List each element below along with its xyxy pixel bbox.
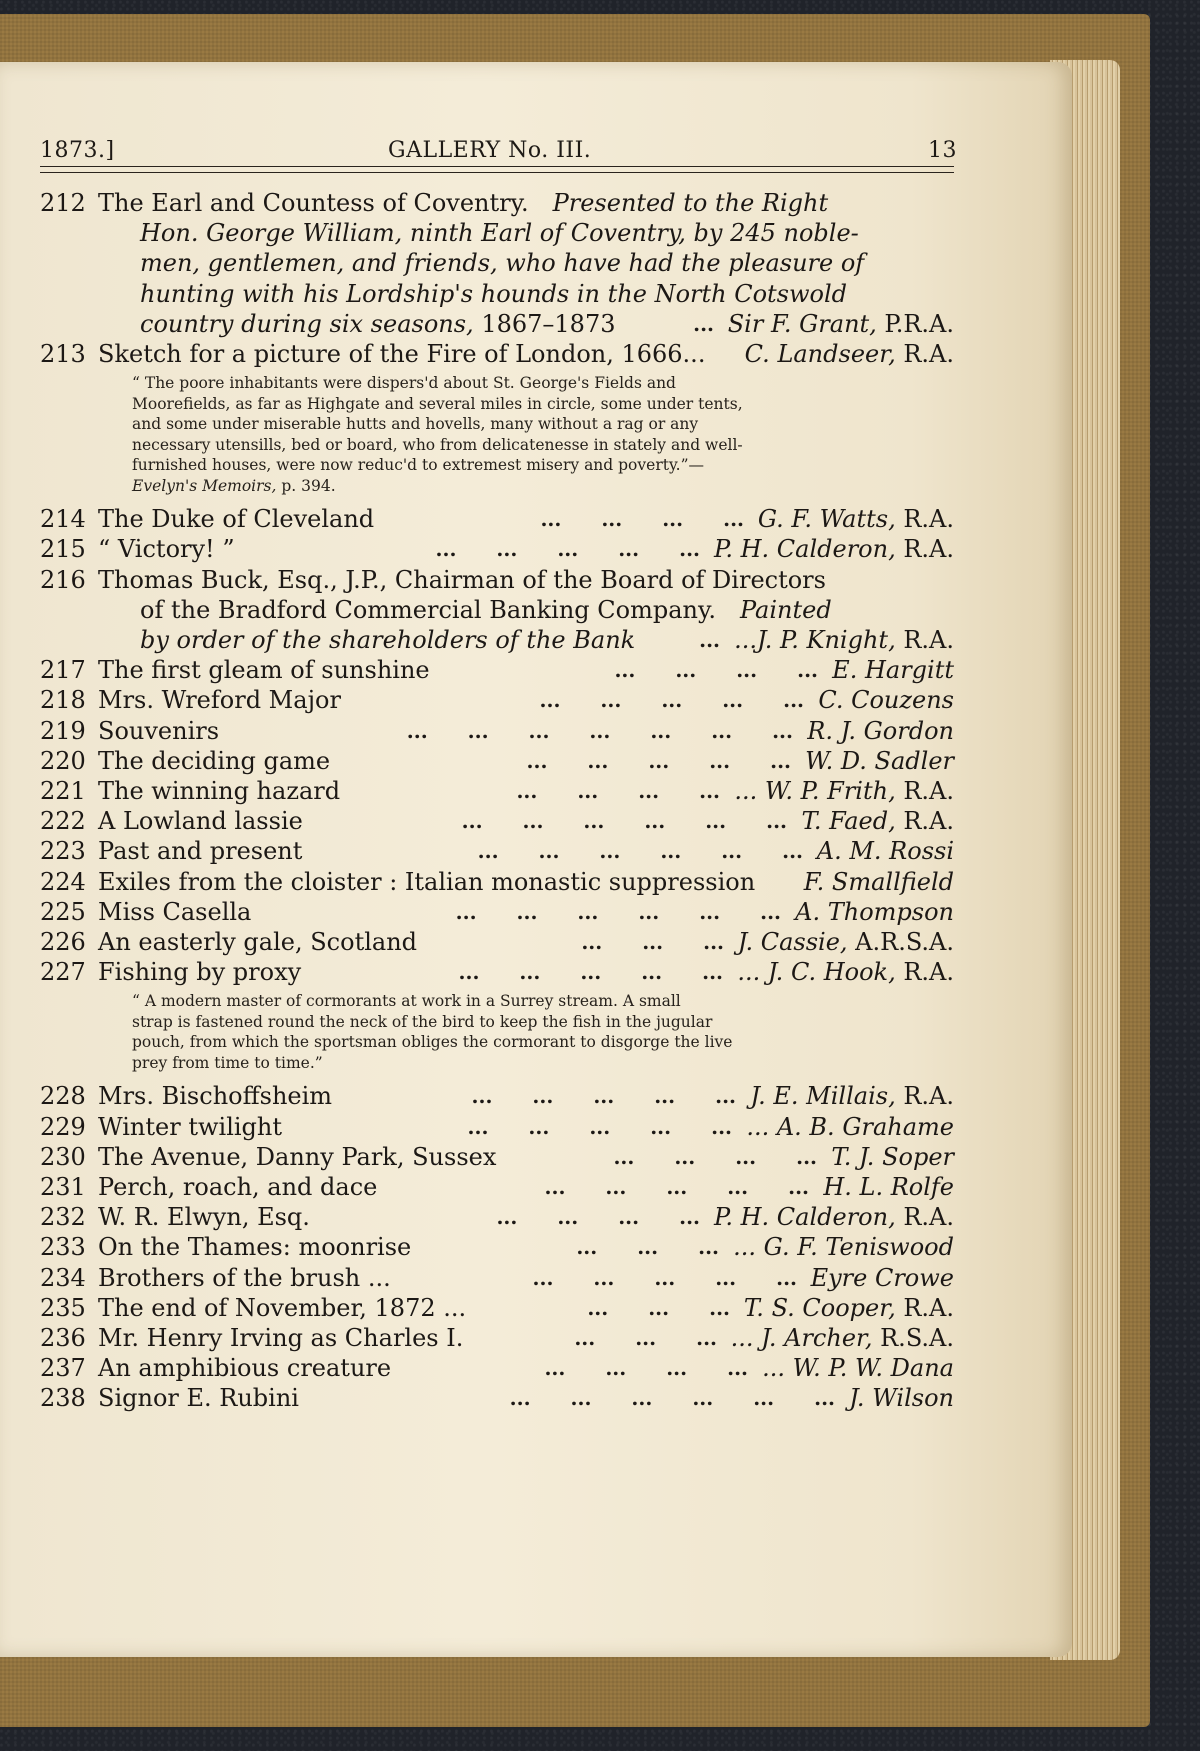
artist-name: H. L. Rolfe xyxy=(823,1173,954,1201)
entry-title: A Lowland lassie xyxy=(98,807,303,836)
leader-dots: ... ... ... ... ... ... ... xyxy=(406,718,793,743)
artist-name: Eyre Crowe xyxy=(810,1263,954,1292)
entry-number: 215 xyxy=(40,535,86,564)
artist-honour: A.R.S.A. xyxy=(847,928,954,956)
entry-number: 225 xyxy=(40,897,86,926)
artist-honour: R.A. xyxy=(895,1082,954,1111)
artist-name: F. Smallfield xyxy=(803,867,954,896)
entry-title: Sketch for a picture of the Fire of London, 1666... xyxy=(98,340,706,368)
quote-line: “ A modern master of cormorants at work in a Surrey stream. A small xyxy=(132,992,681,1011)
artist-credit xyxy=(762,1353,954,1383)
entry-number: 230 xyxy=(40,1142,86,1171)
epigraph-quote xyxy=(132,373,862,496)
entry-number: 218 xyxy=(40,686,86,715)
entry-title xyxy=(140,595,832,625)
entry-number: 226 xyxy=(40,928,86,956)
entry-title xyxy=(140,279,847,309)
artist-credit xyxy=(750,1081,954,1111)
catalogue-entry xyxy=(0,1232,1072,1262)
entry-title: The Avenue, Danny Park, Sussex xyxy=(98,1142,497,1171)
artist-honour: R.A. xyxy=(895,340,954,368)
leader-dots: ... ... ... ... ... xyxy=(532,1265,797,1290)
entry-number: 222 xyxy=(40,807,86,836)
title-italic: by order of the shareholders of the Bank xyxy=(140,626,636,654)
quote-line: pouch, from which the sportsman obliges the cormorant to disgorge the live xyxy=(132,1033,733,1052)
entry-number: 219 xyxy=(40,716,86,745)
artist-name: R. J. Gordon xyxy=(807,716,954,745)
entry-title: Winter twilight xyxy=(98,1112,283,1141)
artist-credit xyxy=(823,1172,954,1202)
catalogue-entry xyxy=(0,1323,1072,1353)
entry-title: Brothers of the brush ... xyxy=(98,1263,391,1292)
leader-dots: ... ... ... ... xyxy=(516,779,720,803)
artist-name: ... W. P. Frith, xyxy=(734,777,896,805)
artist-honour: R.S.A. xyxy=(872,1324,954,1352)
catalogue-entry xyxy=(0,1112,1072,1142)
entry-title: The end of November, 1872 ... xyxy=(98,1293,467,1322)
entry-title xyxy=(140,625,635,655)
artist-name: C. Couzens xyxy=(818,686,954,715)
catalogue-entry xyxy=(0,565,1072,595)
catalogue-entry xyxy=(0,1293,1072,1323)
entry-continuation xyxy=(0,625,1072,655)
quote-line: Moorefields, as far as Highgate and several miles in circle, some under tents, xyxy=(132,394,743,413)
catalogue-entry xyxy=(0,1142,1072,1172)
artist-name: J. Cassie, xyxy=(737,928,848,956)
catalogue-entry xyxy=(0,1383,1072,1413)
artist-credit xyxy=(746,1112,954,1142)
entry-number: 237 xyxy=(40,1354,86,1383)
entry-title: Souvenirs xyxy=(98,716,220,745)
artist-credit xyxy=(832,655,954,685)
book-page xyxy=(0,62,1072,1657)
catalogue-entry xyxy=(0,746,1072,776)
leader-dots: ... ... ... xyxy=(587,1295,730,1320)
entry-continuation xyxy=(0,248,1072,278)
artist-name: ... W. P. W. Dana xyxy=(762,1354,954,1383)
title-italic: men, gentlemen, and friends, who have had the pleasure of xyxy=(140,249,865,278)
entry-title: Exiles from the cloister : Italian monastic suppression xyxy=(98,867,756,896)
artist-credit xyxy=(807,716,954,746)
entry-continuation xyxy=(0,279,1072,309)
page-number: 13 xyxy=(928,138,957,163)
artist-name: E. Hargitt xyxy=(832,656,954,685)
catalogue-entry xyxy=(0,806,1072,836)
artist-credit xyxy=(811,1263,954,1293)
quote-source xyxy=(132,476,862,497)
entry-title: Mrs. Bischoffsheim xyxy=(98,1082,333,1111)
title-italic: country during six seasons, xyxy=(140,309,474,338)
entry-title: Mrs. Wreford Major xyxy=(98,686,341,715)
artist-credit xyxy=(728,309,954,339)
quote-source-page: p. 394. xyxy=(276,476,336,495)
entry-number: 228 xyxy=(40,1082,86,1111)
artist-honour: R.A. xyxy=(895,958,954,987)
catalogue-entry xyxy=(0,897,1072,927)
title-date: 1867–1873 xyxy=(481,309,616,338)
entry-number: 220 xyxy=(40,746,86,775)
leader-dots: ... ... ... ... ... xyxy=(458,960,723,985)
entry-title: The first gleam of sunshine xyxy=(98,656,430,685)
leader-dots: ... ... ... ... ... xyxy=(471,1084,736,1109)
catalogue-entry xyxy=(0,957,1072,987)
entry-number: 236 xyxy=(40,1324,86,1352)
entry-title: The deciding game xyxy=(98,746,331,775)
leader-dots: ... ... ... ... ... xyxy=(467,1114,732,1139)
catalogue-entry xyxy=(0,685,1072,715)
entry-number: 235 xyxy=(40,1293,86,1322)
catalogue-entry xyxy=(0,867,1072,897)
entry-title: W. R. Elwyn, Esq. xyxy=(98,1203,310,1232)
quote-line: necessary utensills, bed or board, who from delicatenesse in stately and well- xyxy=(132,435,743,454)
artist-name: T. S. Cooper, xyxy=(743,1293,896,1322)
entry-number: 221 xyxy=(40,777,86,805)
leader-dots: ... ... ... ... ... xyxy=(539,688,804,713)
leader-dots: ... ... ... ... ... ... xyxy=(461,809,787,834)
leader-dots: ... ... ... ... xyxy=(544,1356,748,1381)
entry-title xyxy=(98,188,828,218)
entry-number: 227 xyxy=(40,958,86,987)
artist-credit xyxy=(734,625,954,655)
artist-name: P. H. Calderon, xyxy=(714,1203,896,1232)
entry-title: Miss Casella xyxy=(98,897,252,926)
artist-honour: R.A. xyxy=(895,777,954,805)
quote-source-title: Evelyn's Memoirs, xyxy=(132,476,277,495)
title-text: of the Bradford Commercial Banking Company. xyxy=(140,595,716,624)
quote-line: prey from time to time.” xyxy=(132,1053,323,1072)
entry-title: “ Victory! ” xyxy=(98,535,235,564)
entry-title xyxy=(140,309,615,339)
artist-credit xyxy=(734,776,954,806)
leader-dots: ... ... ... ... xyxy=(613,1144,817,1169)
catalogue-entry xyxy=(0,927,1072,957)
title-italic: Painted xyxy=(739,595,832,624)
entry-continuation xyxy=(0,595,1072,625)
leader-dots: ... ... ... ... ... ... xyxy=(455,899,781,924)
artist-name: Sir F. Grant, xyxy=(727,309,877,338)
leader-dots: ... ... ... ... ... xyxy=(544,1175,809,1199)
title-italic: Hon. George William, ninth Earl of Coventry, by 245 noble- xyxy=(140,219,859,248)
artist-name: T. Faed, xyxy=(801,807,896,836)
artist-credit xyxy=(831,1142,954,1172)
leader-dots: ... ... ... ... xyxy=(614,658,818,683)
artist-name: W. D. Sadler xyxy=(805,746,954,775)
artist-credit xyxy=(714,534,954,564)
title-text: Thomas Buck, Esq., J.P., Chairman of the Board of Directors xyxy=(98,565,826,594)
entry-continuation xyxy=(0,218,1072,248)
entry-title: Mr. Henry Irving as Charles I. xyxy=(98,1324,464,1352)
artist-name: ... A. B. Grahame xyxy=(746,1112,954,1141)
entry-title: Past and present xyxy=(98,837,303,866)
artist-name: J. Wilson xyxy=(849,1384,954,1413)
artist-credit xyxy=(714,1202,954,1232)
artist-name: C. Landseer, xyxy=(744,340,896,368)
artist-credit xyxy=(758,504,954,534)
leader-dots: ... ... ... ... xyxy=(540,507,744,532)
catalogue-entry xyxy=(0,1081,1072,1111)
leader-dots: ... xyxy=(693,311,714,336)
catalogue-entry xyxy=(0,1202,1072,1232)
artist-name: T. J. Soper xyxy=(831,1142,954,1171)
artist-honour: R.A. xyxy=(895,535,954,564)
artist-credit xyxy=(805,746,954,776)
artist-name: G. F. Watts, xyxy=(757,505,896,534)
catalogue-entry xyxy=(0,188,1072,218)
artist-name: P. H. Calderon, xyxy=(714,535,896,564)
leader-dots: ... ... ... xyxy=(581,930,724,954)
leader-dots: ... ... ... xyxy=(574,1326,717,1350)
artist-name: ...J. P. Knight, xyxy=(734,626,896,654)
title-text: The Earl and Countess of Coventry. xyxy=(98,189,529,217)
artist-honour: P.R.A. xyxy=(876,309,954,338)
entry-title: The Duke of Cleveland xyxy=(98,505,375,534)
title-italic: Presented to the Right xyxy=(552,189,829,217)
entry-number: 238 xyxy=(40,1384,86,1413)
leader-dots: ... ... ... ... ... xyxy=(526,748,791,773)
leader-dots: ... ... ... ... ... xyxy=(435,537,700,562)
artist-name: ... G. F. Teniswood xyxy=(733,1233,954,1262)
artist-credit xyxy=(744,1293,954,1323)
running-head-year: 1873.] xyxy=(40,138,115,163)
entry-continuation xyxy=(0,309,1072,339)
entry-number: 234 xyxy=(40,1263,86,1292)
leader-dots: ... ... ... ... ... ... xyxy=(509,1386,835,1411)
epigraph-quote xyxy=(132,991,862,1073)
artist-name: A. M. Rossi xyxy=(816,837,954,866)
entry-title xyxy=(140,218,859,248)
entry-title: Fishing by proxy xyxy=(98,958,302,987)
entry-title: On the Thames: moonrise xyxy=(98,1233,412,1262)
leader-dots: ... ... ... ... xyxy=(496,1205,700,1230)
entry-title xyxy=(98,565,826,595)
entry-number: 223 xyxy=(40,837,86,866)
catalogue-entry xyxy=(0,534,1072,564)
quote-line: strap is fastened round the neck of the bird to keep the fish in the jugular xyxy=(132,1012,713,1031)
artist-honour: R.A. xyxy=(895,807,954,836)
catalogue-entries xyxy=(0,62,1072,1657)
quote-line: “ The poore inhabitants were dispers'd about St. George's Fields and xyxy=(132,374,676,393)
artist-credit xyxy=(738,927,954,957)
artist-credit xyxy=(745,339,954,369)
entry-number: 233 xyxy=(40,1233,86,1262)
entry-number: 212 xyxy=(40,189,86,217)
entry-title: Perch, roach, and dace xyxy=(98,1173,378,1201)
entry-title xyxy=(140,248,864,278)
title-italic: hunting with his Lordship's hounds in the North Cotswold xyxy=(140,279,848,308)
artist-credit xyxy=(817,836,954,866)
entry-title: An easterly gale, Scotland xyxy=(98,928,418,956)
artist-name: ... J. C. Hook, xyxy=(737,958,896,987)
entry-number: 232 xyxy=(40,1203,86,1232)
artist-credit xyxy=(818,685,954,715)
artist-credit xyxy=(801,806,954,836)
artist-honour: R.A. xyxy=(895,1203,954,1232)
catalogue-entry xyxy=(0,1172,1072,1202)
artist-credit xyxy=(737,957,954,987)
artist-name: ... J. Archer, xyxy=(730,1324,873,1352)
entry-title: An amphibious creature xyxy=(98,1354,392,1383)
entry-number: 214 xyxy=(40,505,86,534)
leader-dots: ... ... ... ... ... ... xyxy=(477,839,803,864)
artist-credit xyxy=(795,897,954,927)
quote-line: furnished houses, were now reduc'd to extremest misery and poverty.”— xyxy=(132,456,705,475)
catalogue-entry xyxy=(0,776,1072,806)
artist-credit xyxy=(849,1383,954,1413)
entry-number: 229 xyxy=(40,1112,86,1141)
catalogue-entry xyxy=(0,716,1072,746)
entry-number: 217 xyxy=(40,656,86,685)
catalogue-entry xyxy=(0,1263,1072,1293)
artist-credit xyxy=(731,1323,954,1353)
entry-number: 224 xyxy=(40,867,86,896)
leader-dots: ... ... ... xyxy=(576,1235,719,1260)
artist-name: A. Thompson xyxy=(795,897,954,926)
artist-honour: R.A. xyxy=(895,626,954,654)
catalogue-entry xyxy=(0,504,1072,534)
artist-credit xyxy=(733,1232,954,1262)
quote-line: and some under miserable hutts and hovells, many without a rag or any xyxy=(132,415,699,434)
artist-credit xyxy=(804,867,954,897)
artist-name: J. E. Millais, xyxy=(750,1082,896,1111)
running-head-title: GALLERY No. III. xyxy=(388,138,592,163)
catalogue-entry xyxy=(0,1353,1072,1383)
entry-title: Signor E. Rubini xyxy=(98,1384,299,1413)
entry-number: 216 xyxy=(40,565,86,594)
catalogue-entry xyxy=(0,339,1072,369)
artist-honour: R.A. xyxy=(895,505,954,534)
catalogue-entry xyxy=(0,655,1072,685)
entry-number: 213 xyxy=(40,340,86,368)
entry-number: 231 xyxy=(40,1173,86,1201)
catalogue-entry xyxy=(0,836,1072,866)
entry-title: The winning hazard xyxy=(98,777,341,805)
artist-honour: R.A. xyxy=(895,1293,954,1322)
leader-dots: ... xyxy=(699,628,720,652)
